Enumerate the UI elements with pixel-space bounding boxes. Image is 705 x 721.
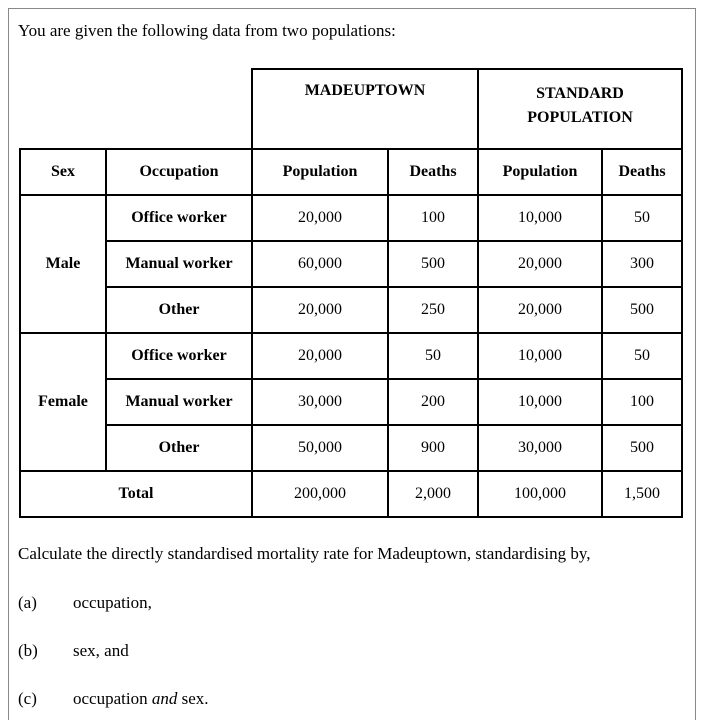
deaths-cell: 100 xyxy=(388,195,478,241)
std-deaths-cell: 500 xyxy=(602,287,682,333)
std-population-cell: 20,000 xyxy=(478,241,602,287)
blank-corner xyxy=(20,69,252,149)
intro-text: You are given the following data from two populations: xyxy=(18,21,396,40)
occupation-cell: Manual worker xyxy=(106,241,252,287)
population-cell: 30,000 xyxy=(252,379,388,425)
deaths-cell: 250 xyxy=(388,287,478,333)
population-cell: 50,000 xyxy=(252,425,388,471)
sex-cell: Female xyxy=(20,333,106,471)
population-cell: 20,000 xyxy=(252,287,388,333)
occupation-cell: Manual worker xyxy=(106,379,252,425)
total-label: Total xyxy=(20,471,252,517)
total-row xyxy=(20,471,682,517)
std-population-cell: 10,000 xyxy=(478,195,602,241)
population-cell: 20,000 xyxy=(252,195,388,241)
col-occupation: Occupation xyxy=(106,149,252,195)
standard-line1: STANDARD xyxy=(536,85,624,102)
part-c-text-after: sex. xyxy=(177,689,209,708)
occupation-cell: Office worker xyxy=(106,333,252,379)
std-deaths-cell: 50 xyxy=(602,333,682,379)
std-population-cell: 10,000 xyxy=(478,333,602,379)
population-cell: 60,000 xyxy=(252,241,388,287)
part-a-text: occupation, xyxy=(73,593,152,612)
part-c xyxy=(18,689,209,709)
standard-line2: POPULATION xyxy=(527,109,633,126)
total-std-population: 100,000 xyxy=(478,471,602,517)
part-a-label: (a) xyxy=(18,593,37,612)
col-sex: Sex xyxy=(20,149,106,195)
table-row xyxy=(20,425,682,471)
total-std-deaths: 1,500 xyxy=(602,471,682,517)
deaths-cell: 200 xyxy=(388,379,478,425)
deaths-cell: 900 xyxy=(388,425,478,471)
table-row xyxy=(20,195,682,241)
table-row xyxy=(20,379,682,425)
part-b-label: (b) xyxy=(18,641,38,660)
population-table xyxy=(19,68,683,518)
std-population-cell: 30,000 xyxy=(478,425,602,471)
column-header-row xyxy=(20,149,682,195)
total-population: 200,000 xyxy=(252,471,388,517)
table-row xyxy=(20,333,682,379)
col-deaths-standard: Deaths xyxy=(602,149,682,195)
std-population-cell: 20,000 xyxy=(478,287,602,333)
standard-population-header xyxy=(478,69,682,149)
std-population-cell: 10,000 xyxy=(478,379,602,425)
population-cell: 20,000 xyxy=(252,333,388,379)
part-b-text: sex, and xyxy=(73,641,129,660)
occupation-cell: Office worker xyxy=(106,195,252,241)
col-population-standard: Population xyxy=(478,149,602,195)
part-c-label: (c) xyxy=(18,689,37,708)
deaths-cell: 500 xyxy=(388,241,478,287)
occupation-cell: Other xyxy=(106,425,252,471)
total-deaths: 2,000 xyxy=(388,471,478,517)
std-deaths-cell: 50 xyxy=(602,195,682,241)
std-deaths-cell: 100 xyxy=(602,379,682,425)
table-row xyxy=(20,287,682,333)
col-population-madeuptown: Population xyxy=(252,149,388,195)
sex-cell: Male xyxy=(20,195,106,333)
deaths-cell: 50 xyxy=(388,333,478,379)
col-deaths-madeuptown: Deaths xyxy=(388,149,478,195)
part-a xyxy=(18,593,152,613)
occupation-cell: Other xyxy=(106,287,252,333)
table-row xyxy=(20,241,682,287)
question-text: Calculate the directly standardised mortality rate for Madeuptown, standardising by, xyxy=(18,544,591,563)
madeuptown-header: MADEUPTOWN xyxy=(252,69,478,149)
part-c-text-before: occupation xyxy=(73,689,152,708)
part-b xyxy=(18,641,129,661)
group-header-row xyxy=(20,69,682,149)
part-c-text-italic: and xyxy=(151,689,178,708)
std-deaths-cell: 500 xyxy=(602,425,682,471)
std-deaths-cell: 300 xyxy=(602,241,682,287)
